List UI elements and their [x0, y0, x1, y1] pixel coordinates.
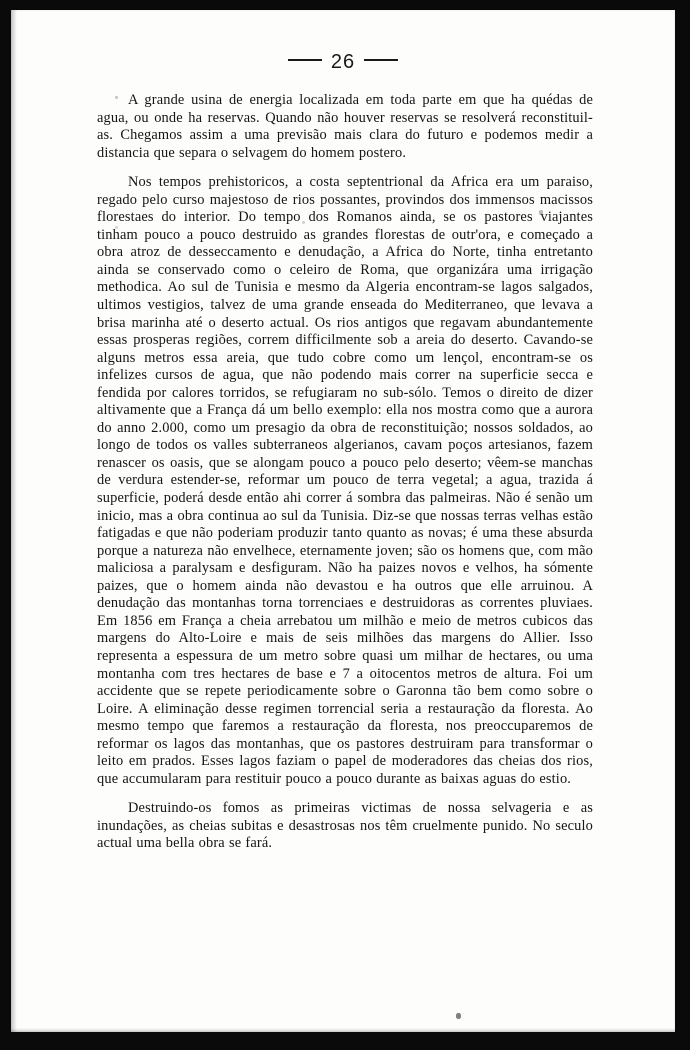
paragraph-2: Nos tempos prehistoricos, a costa septentrional da Africa era um paraiso, regado pelo curso majestoso de rios possantes, provindos dos immensos macissos florestaes do interior. Do tempo dos Romanos ainda, se os pastores viajantes tinham pouco a pouco destruido as grandes florestas de outr'ora, e começado a obra atroz de desseccamento e denudação, a Africa do Norte, tinha entretanto ainda se conservado como o celeiro de Roma, que organizára uma irrigação methodica. Ao sul de Tunisia e mesmo da Algeria encontram-se lagos salgados, ultimos vestigios, talvez de uma grande enseada do Mediterraneo, que levava a brisa marinha até o deserto actual. Os rios antigos que regavam abundantemente essas prosperas regiões, correm difficilmente sob a areia do deserto. Cavando-se alguns metros essa areia, que tudo cobre como um lençol, encontram-se os infelizes cursos de agua, que não podendo mais correr na superficie secca e fendida por calores torridos, se refugiaram no sub-sólo. Temos o direito de dizer altivamente que a França dá um bello exemplo: ella nos mostra como que a aurora do anno 2.000, como um presagio da obra de reconstituição; nossos soldados, ao longo de todos os valles subterraneos algerianos, cavam poços artesianos, fazem renascer os oasis, que se alongam pouco a pouco pelo deserto; vêem-se manchas de verdura estender-se, reformar um pouco de terra vegetal; a agua, trazida á superficie, poderá desde então ahi correr á sombra das palmeiras. Não é senão um inicio, mas a obra continua ao sul da Tunisia. Diz-se que nossas terras velhas estão fatigadas e que não poderiam produzir tanto quanto as novas; é uma these absurda porque a natureza não envelhece, eternamente joven; são os homens que, com mão maliciosa a paralysam e desfiguram. Não ha paizes novos e velhos, ha sómente paizes, que o homem ainda não devastou e ha outros que elle arruinou. A denudação das montanhas torna torrenciaes e destruidoras as correntes pluviaes. Em 1856 em França a cheia arrebatou um milhão e meio de metros cubicos das margens do Alto-Loire e mais de seis milhões das margens do Allier. Isso representa a espessura de um metro sobre quasi um milhar de hectares, ou uma montanha com tres hectares de base e 7 a oitocentos metros de altura. Foi um accidente que se repete periodicamente sobre o Garonna tão bem como sobre o Loire. A eliminação desse regimen torrencial seria a restauração da floresta. Ao mesmo tempo que faremos a restauração da floresta, nos preoccuparemos de reformar os lagos das montanhas, que os pastores destruiram para transformar o leito em prados. Esses lagos faziam o papel de moderadores das cheias dos rios, que accumularam para restituir pouco a pouco durante as baixas aguas do estio. — [97, 174, 593, 787]
scan-bottom-shadow — [11, 1028, 675, 1032]
folio-rule-right — [364, 59, 398, 61]
body-text-column — [97, 92, 593, 853]
page-number: 26 — [330, 50, 356, 73]
paragraph-1: A grande usina de energia localizada em toda parte em que ha quédas de agua, ou onde ha reservas. Quando não houver reservas se resolverá reconstituil-as. Chegamos assim a uma previsão mais clara do futuro e podemos medir a distancia que separa o selvagem do homem postero. — [97, 92, 593, 161]
paragraph-3: Destruindo-os fomos as primeiras victimas de nossa selvageria e as inundações, as cheias subitas e desastrosas nos têm cruelmente punido. No seculo actual uma bella obra se fará. — [97, 800, 593, 852]
page-sheet — [11, 10, 675, 1032]
scan-speck — [456, 1013, 461, 1019]
scan-gutter-shadow — [11, 10, 17, 1032]
page-number-header — [11, 48, 675, 74]
folio-rule-left — [288, 59, 322, 61]
